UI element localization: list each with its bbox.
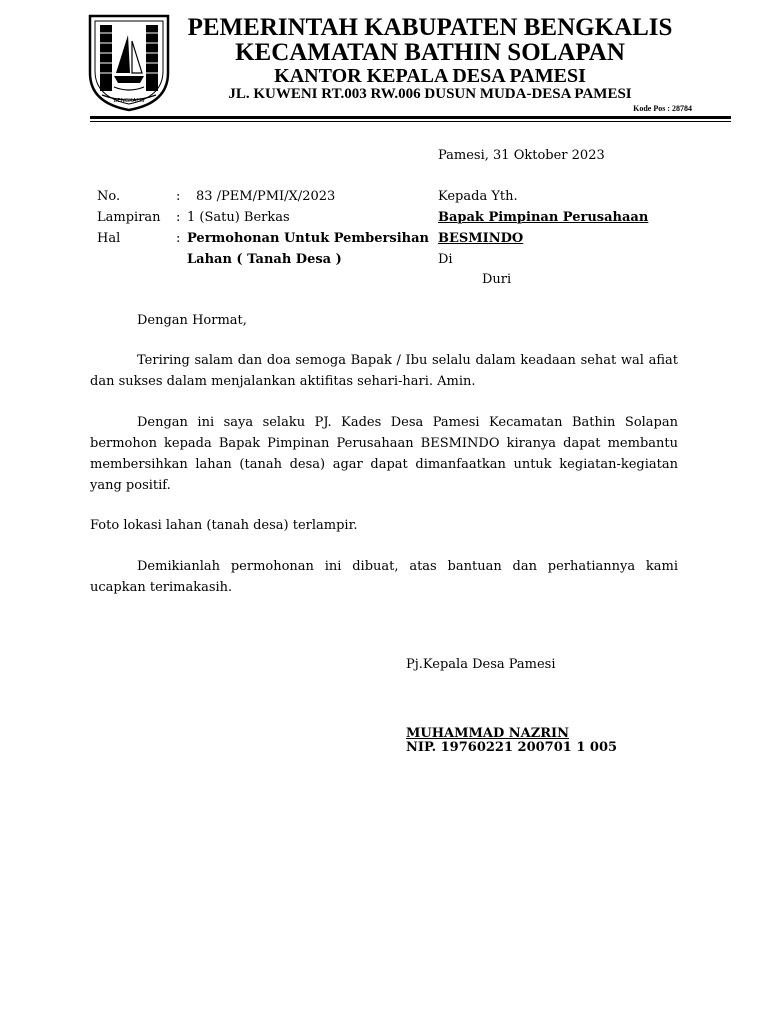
subject-value-line2: Lahan ( Tanah Desa ) bbox=[187, 252, 342, 267]
signatory-nip: NIP. 19760221 200701 1 005 bbox=[406, 740, 618, 755]
salutation: Dengan Hormat, bbox=[137, 313, 247, 328]
recipient-place: Duri bbox=[482, 272, 512, 287]
signatory-name: MUHAMMAD NAZRIN bbox=[406, 726, 569, 741]
number-value: 83 /PEM/PMI/X/2023 bbox=[196, 189, 336, 204]
recipient-di: Di bbox=[438, 252, 453, 267]
letterhead-address: JL. KUWENI RT.003 RW.006 DUSUN MUDA-DESA PAMESI bbox=[228, 86, 632, 102]
letterhead-postal-code: Kode Pos : 28784 bbox=[633, 104, 692, 113]
letterhead-office-title: KANTOR KEPALA DESA PAMESI bbox=[274, 65, 586, 87]
number-colon: : bbox=[176, 189, 181, 204]
paragraph-closing: Demikianlah permohonan ini dibuat, atas bantuan dan perhatiannya kami ucapkan terimakasih. bbox=[90, 559, 678, 595]
recipient-greeting: Kepada Yth. bbox=[438, 189, 518, 204]
recipient-company: BESMINDO bbox=[438, 231, 524, 246]
number-label: No. bbox=[97, 189, 121, 204]
svg-text:BENGKALIS: BENGKALIS bbox=[113, 98, 145, 104]
letterhead-thick-rule bbox=[90, 116, 731, 119]
paragraph-attachment-note: Foto lokasi lahan (tanah desa) terlampir. bbox=[90, 518, 358, 533]
bengkalis-emblem-logo bbox=[86, 13, 172, 113]
signatory-title: Pj.Kepala Desa Pamesi bbox=[406, 657, 556, 672]
attachment-colon: : bbox=[176, 210, 181, 225]
letterhead-district-title: KECAMATAN BATHIN SOLAPAN bbox=[235, 39, 625, 66]
paragraph-greeting: Teriring salam dan doa semoga Bapak / Ibu selalu dalam keadaan sehat wal afiat dan sukses dalam menjalankan aktifitas sehari-hari. Amin. bbox=[90, 353, 678, 389]
attachment-value: 1 (Satu) Berkas bbox=[187, 210, 290, 225]
letterhead-government-title: PEMERINTAH KABUPATEN BENGKALIS bbox=[187, 14, 673, 41]
attachment-label: Lampiran bbox=[97, 210, 161, 225]
letter-date: Pamesi, 31 Oktober 2023 bbox=[438, 148, 605, 163]
recipient-name: Bapak Pimpinan Perusahaan bbox=[438, 210, 649, 225]
subject-label: Hal bbox=[97, 231, 121, 246]
letterhead-thin-rule bbox=[90, 121, 731, 122]
subject-colon: : bbox=[176, 231, 181, 246]
paragraph-request: Dengan ini saya selaku PJ. Kades Desa Pamesi Kecamatan Bathin Solapan bermohon kepada Bapak Pimpinan Perusahaan BESMINDO kiranya dapat membantu membersihkan lahan (tanah desa) agar dapat dimanfaatkan untuk kegiatan-kegiatan yang positif. bbox=[90, 415, 678, 493]
subject-value-line1: Permohonan Untuk Pembersihan bbox=[187, 231, 429, 246]
